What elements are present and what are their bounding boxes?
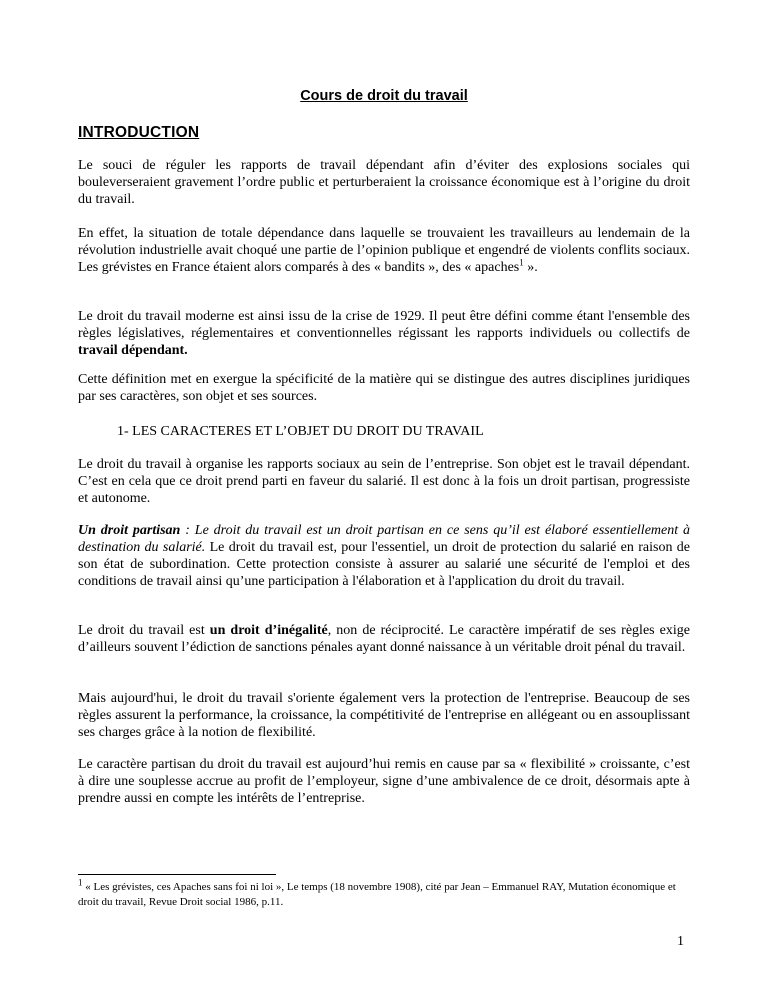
page-number: 1 [677,934,684,949]
introduction-heading: INTRODUCTION [78,124,200,141]
paragraph-4: Cette définition met en exergue la spécificité de la matière qui se distingue des autres disciplines juridiques par ses caractères, son objet et ses sources. [78,372,690,404]
paragraph-2-text: En effet, la situation de totale dépendance dans laquelle se trouvaient les travailleurs au lendemain de la révolution industrielle avait choqué une partie de l’opinion publique et engendré de violents conflits sociaux. Les grévistes en France étaient alors comparés à des « bandits », des « apaches [78,226,690,275]
paragraph-6-bolditalic: Un droit partisan [78,523,181,538]
paragraph-3-bold: travail dépendant. [78,343,188,358]
paragraph-8: Mais aujourd'hui, le droit du travail s'oriente également vers la protection de l'entreprise. Beaucoup de ses règles assurent la performance, la croissance, la compétitivité de l'entreprise en allégeant ou en assouplissant ses charges grâce à la notion de flexibilité. [78,691,690,740]
page-title: Cours de droit du travail [300,88,468,104]
paragraph-2-end: ». [523,260,538,275]
footnote-text: « Les grévistes, ces Apaches sans foi ni loi », Le temps (18 novembre 1908), cité par Jean – Emmanuel RAY, Mutation économique et droit du travail, Revue Droit social 1986, p.11. [78,881,676,908]
paragraph-9: Le caractère partisan du droit du travail est aujourd’hui remis en cause par sa « flexibilité » croissante, c’est à dire une souplesse accrue au profit de l’employeur, signe d’une ambivalence de ce droit, désormais apte à prendre aussi en compte les intérêts de l’entreprise. [78,757,690,806]
paragraph-2 [78,225,690,276]
paragraph-3 [78,308,690,359]
paragraph-5: Le droit du travail à organise les rapports sociaux au sein de l’entreprise. Son objet est le travail dépendant. C’est en cela que ce droit prend parti en faveur du salarié. Il est donc à la fois un droit partisan, progressiste et autonome. [78,457,690,506]
footnote-reference: 1 [519,257,524,268]
paragraph-7 [78,622,690,656]
paragraph-1: Le souci de réguler les rapports de travail dépendant afin d’éviter des explosions sociales qui bouleverseraient gravement l’ordre public et perturberaient la croissance économique est à l’origine du droit du travail. [78,158,690,207]
paragraph-7-end: , non de réciprocité. Le caractère impératif de ses règles exige d’ailleurs souvent l’édiction de sanctions pénales ayant donné naissance à un véritable droit pénal du travail. [78,623,690,655]
paragraph-6 [78,522,690,590]
footnote [78,877,698,910]
paragraph-6-text: Le droit du travail est, pour l'essentiel, un droit de protection du salarié en raison de son état de subordination. Cette protection consiste à assurer au salarié une sécurité de l'emploi et des conditions de travail ainsi qu’une participation à l'élaboration et à l'application du droit du travail. [78,540,690,589]
footnote-divider [78,874,276,875]
footnote-marker: 1 [78,877,83,888]
paragraph-7-bold: un droit d’inégalité [209,623,328,638]
section-heading: 1- LES CARACTERES ET L’OBJET DU DROIT DU TRAVAIL [117,424,484,439]
paragraph-6-italic: : Le droit du travail est un droit partisan en ce sens qu’il est élaboré essentiellement à destination du salarié. [78,523,691,555]
paragraph-3-text: Le droit du travail moderne est ainsi issu de la crise de 1929. Il peut être défini comme étant l'ensemble des règles législatives, réglementaires et conventionnelles régissant les rapports individuels ou collectifs de [78,309,690,341]
paragraph-7-start: Le droit du travail est [78,623,210,638]
